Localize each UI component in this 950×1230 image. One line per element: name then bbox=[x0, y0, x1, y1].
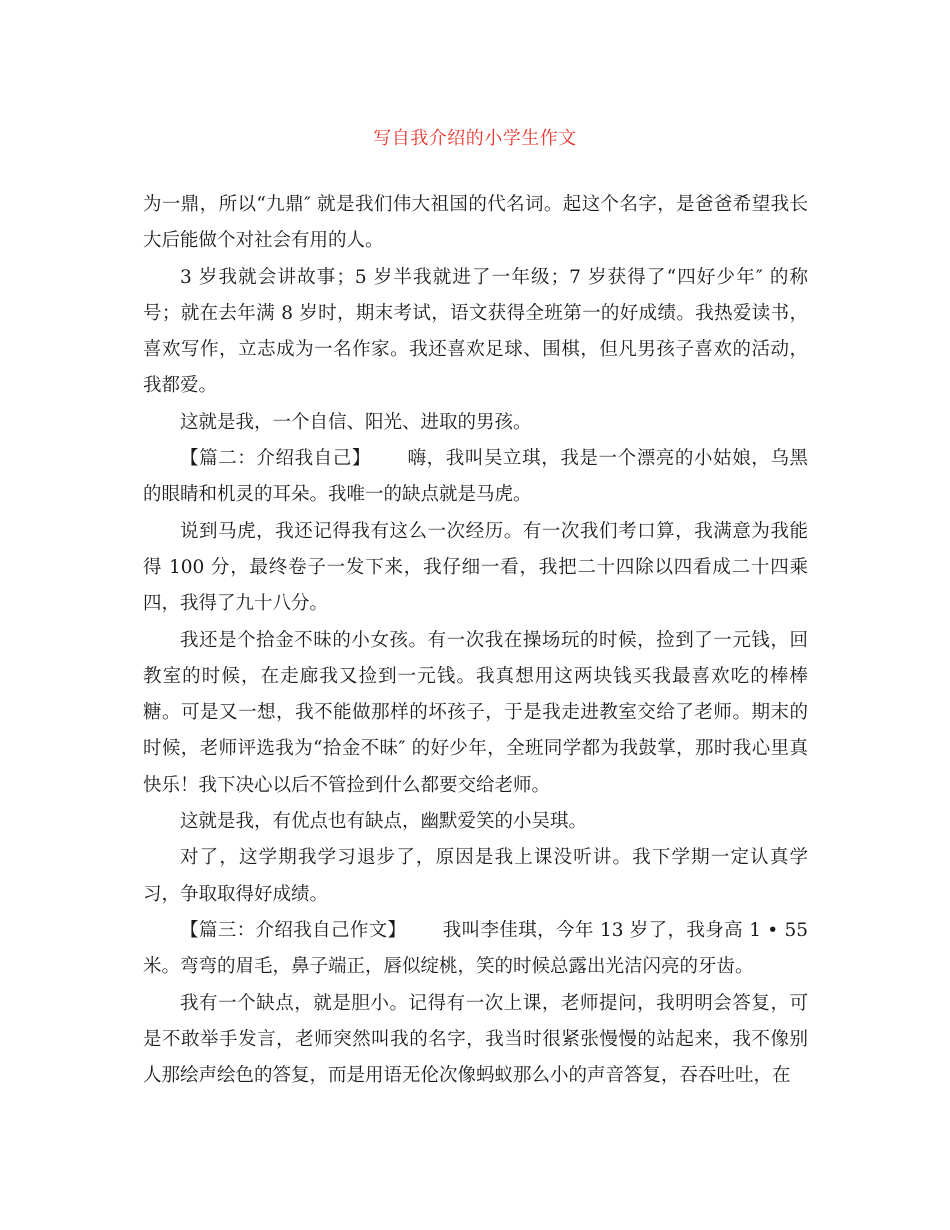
section-two-text: 嗨，我叫吴立琪，我是一个漂亮的小姑娘，乌黑的眼睛和机灵的耳朵。我唯一的缺点就是马虎。 bbox=[143, 448, 808, 506]
document-title: 写自我介绍的小学生作文 bbox=[373, 128, 577, 149]
section-two-heading: 【篇二：介绍我自己】 bbox=[180, 448, 371, 470]
paragraph: 我还是个拾金不昧的小女孩。有一次我在操场玩的时候，捡到了一元钱，回教室的时候，在走廊我又捡到一元钱。我真想用这两块钱买我最喜欢吃的棒棒糖。可是又一想，我不能做那样的坏孩子，于是我走进教室交给了老师。期末的时候，老师评选我为“拾金不昧″ 的好少年，全班同学都为我鼓掌，那时我心里真快乐！我下决心以后不管捡到什么都要交给老师。 bbox=[143, 629, 808, 796]
paragraph: 这就是我，有优点也有缺点，幽默爱笑的小吴琪。 bbox=[180, 811, 588, 833]
section-three-text: 我叫李佳琪，今年 13 岁了，我身高 1 • 55 米。弯弯的眉毛，鼻子端正，唇似绽桃，笑的时候总露出光洁闪亮的牙齿。 bbox=[143, 919, 808, 978]
paragraph: 3 岁我就会讲故事；5 岁半我就进了一年级；7 岁获得了“四好少年″ 的称号；就在去年满 8 岁时，期末考试，语文获得全班第一的好成绩。我热爱读书，喜欢写作，立志成为一名作家。我还喜欢足球、围棋，但凡男孩子喜欢的活动，我都爱。 bbox=[143, 266, 808, 397]
paragraph: 为一鼎，所以“九鼎″ 就是我们伟大祖国的代名词。起这个名字，是爸爸希望我长大后能做个对社会有用的人。 bbox=[143, 194, 808, 252]
paragraph: 我有一个缺点，就是胆小。记得有一次上课，老师提问，我明明会答复，可是不敢举手发言，老师突然叫我的名字，我当时很紧张慢慢的站起来，我不像别人那绘声绘色的答复，而是用语无伦次像蚂蚁那么小的声音答复，吞吞吐吐，在 bbox=[143, 992, 808, 1087]
paragraph: 这就是我，一个自信、阳光、进取的男孩。 bbox=[180, 411, 532, 433]
section-three-heading: 【篇三：介绍我自己作文】 bbox=[180, 919, 407, 941]
paragraph: 对了，这学期我学习退步了，原因是我上课没听讲。我下学期一定认真学习，争取取得好成绩。 bbox=[143, 847, 808, 905]
paragraph: 说到马虎，我还记得我有这么一次经历。有一次我们考口算，我满意为我能得 100 分，最终卷子一发下来，我仔细一看，我把二十四除以四看成二十四乘四，我得了九十八分。 bbox=[143, 520, 808, 615]
section-two-paragraph bbox=[143, 441, 808, 514]
document-body bbox=[143, 187, 808, 1094]
section-three-paragraph bbox=[143, 913, 808, 986]
